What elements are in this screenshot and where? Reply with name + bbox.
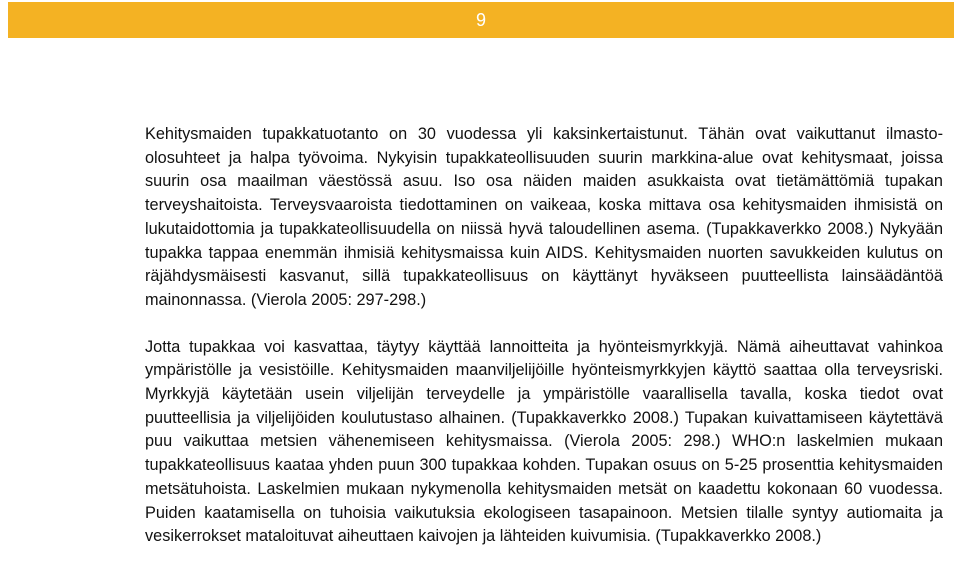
page-header-bar xyxy=(8,2,954,38)
document-body xyxy=(145,123,943,549)
paragraph-tobacco-production: Kehitysmaiden tupakkatuotanto on 30 vuodessa yli kaksinkertaistunut. Tähän ovat vaikuttanut ilmastoolosuhteet ja halpa työvoima. Nykyisin tupakkateollisuuden suurin markkina-alue ovat kehitysmaat, joissa suurin osa maailman väestössä asuu. Iso osa näiden maiden asukkaista ovat tietämättömiä tupakan terveyshaitoista. Terveysvaaroista tiedottaminen on vaikeaa, koska mittava osa kehitysmaiden ihmisistä on lukutaidottomia ja tupakkateollisuudella on niissä hyvä taloudellinen asema. (Tupakkaverkko 2008.) Nykyään tupakka tappaa enemmän ihmisiä kehitysmaissa kuin AIDS. Kehitysmaiden nuorten savukkeiden kulutus on räjähdysmäisesti kasvanut, sillä tupakkateollisuus on käyttänyt hyväkseen puutteellista lainsäädäntöä mainonnassa. (Vierola 2005: 297-298.) xyxy=(145,125,943,309)
page-number: 9 xyxy=(475,10,486,30)
paragraph-environmental-impact: Jotta tupakkaa voi kasvattaa, täytyy käyttää lannoitteita ja hyönteismyrkkyjä. Nämä aiheuttavat vahinkoa ympäristölle ja vesistöille. Kehitysmaiden maanviljelijöille hyönteismyrkkyjen käyttö saattaa olla terveysriski. Myrkkyjä käytetään usein viljelijän terveydelle ja ympäristölle vaarallisella tavalla, koska tiedot ovat puutteellisia ja viljelijöiden koulutustaso alhainen. (Tupakkaverkko 2008.) Tupakan kuivattamiseen käytettävä puu vaikuttaa metsien vähenemiseen kehitysmaissa. (Vierola 2005: 298.) WHO:n laskelmien mukaan tupakkateollisuus kaataa yhden puun 300 tupakkaa kohden. Tupakan osuus on 5-25 prosenttia kehitysmaiden metsätuhoista. Laskelmien mukaan nykymenolla kehitysmaiden metsät on kaadettu kokonaan 60 vuodessa. Puiden kaatamisella on tuhoisia vaikutuksia ekologiseen tasapainoon. Metsien tilalle syntyy autiomaita ja vesikerrokset mataloituvat aiheuttaen kaivojen ja lähteiden kuivumisia. (Tupakkaverkko 2008.) xyxy=(145,337,943,546)
